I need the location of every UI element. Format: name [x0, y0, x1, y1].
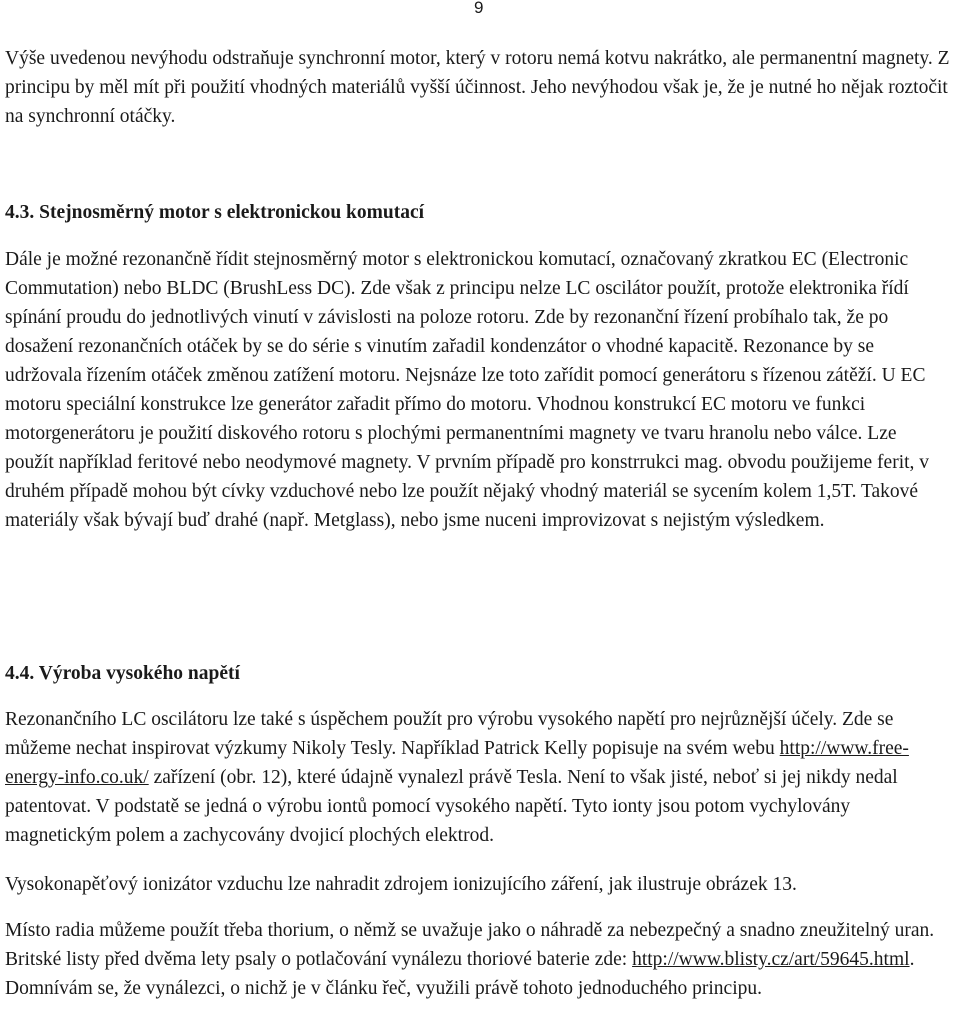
- text-segment: zařízení (obr. 12), které údajně vynalezl právě Tesla. Není to však jisté, neboť si jej nikdy nedal patentovat. V podstatě se jedná o výrobu iontů pomocí vysokého napětí. Tyto ionty jsou potom vychylovány magnetickým polem a zachycovány dvojicí plochých elektrod.: [5, 767, 898, 846]
- free-energy-link[interactable]: http://www.free-energy-info.co.uk/: [5, 738, 909, 788]
- section-heading-4-3: 4.3. Stejnosměrný motor s elektronickou komutací: [5, 202, 425, 223]
- paragraph-ec-motor: Dále je možné rezonančně řídit stejnosměrný motor s elektronickou komutací, označovaný zkratkou EC (Electronic Commutation) nebo BLDC (BrushLess DC). Zde však z principu nelze LC oscilátor použít, protože elektronika řídí spínání proudu do jednotlivých vinutí v závislosti na poloze rotoru. Zde by rezonanční řízení probíhalo tak, že po dosažení rezonančních otáček by se do série s vinutím zařadil kondenzátor o vhodné kapacitě. Rezonance by se udržovala řízením otáček změnou zatížení motoru. Nejsnáze lze toto zařídit pomocí generátoru s řízenou zátěží. U EC motoru speciální konstrukce lze generátor zařadit přímo do motoru. Vhodnou konstrukcí EC motoru ve funkci motorgenerátoru je použití diskového rotoru s plochými permanentními magnety ve tvaru hranolu nebo válce. Lze použít například feritové nebo neodymové magnety. V prvním případě pro konstrrukci mag. obvodu použijeme ferit, v druhém případě mohou být cívky vzduchové nebo lze použít nějaký vhodný materiál se sycením kolem 1,5T. Takové materiály však bývají buď drahé (např. Metglass), nebo jsme nuceni improvizovat s nejistým výsledkem.: [5, 249, 930, 531]
- text-segment: Místo radia můžeme použít třeba thorium, o němž se uvažuje jako o náhradě za nebezpečný a snadno zneužitelný uran. Britské listy před dvěma lety psaly o potlačování vynálezu thoriové baterie zde:: [5, 920, 935, 970]
- text-segment: . Domnívám se, že vynálezci, o nichž je v článku řeč, využili právě tohoto jednoduchého principu.: [5, 949, 915, 999]
- page-number: 9: [474, 0, 484, 17]
- paragraph-ionizer: Vysokonapěťový ionizátor vzduchu lze nahradit zdrojem ionizujícího záření, jak ilustruje obrázek 13.: [5, 874, 797, 895]
- text-segment: Rezonančního LC oscilátoru lze také s úspěchem použít pro výrobu vysokého napětí pro nejrůznější účely. Zde se můžeme nechat inspirovat výzkumy Nikoly Tesly. Například Patrick Kelly popisuje na svém webu: [5, 709, 894, 759]
- section-heading-4-4: 4.4. Výroba vysokého napětí: [5, 663, 240, 684]
- paragraph-synchronous-motor: Výše uvedenou nevýhodu odstraňuje synchronní motor, který v rotoru nemá kotvu nakrátko, ale permanentní magnety. Z principu by měl mít při použití vhodných materiálů vyšší účinnost. Jeho nevýhodou však je, že je nutné ho nějak roztočit na synchronní otáčky.: [5, 48, 950, 127]
- paragraph-thorium: [5, 916, 950, 1003]
- blisty-link[interactable]: http://www.blisty.cz/art/59645.html: [632, 949, 910, 970]
- paragraph-high-voltage: [5, 705, 950, 850]
